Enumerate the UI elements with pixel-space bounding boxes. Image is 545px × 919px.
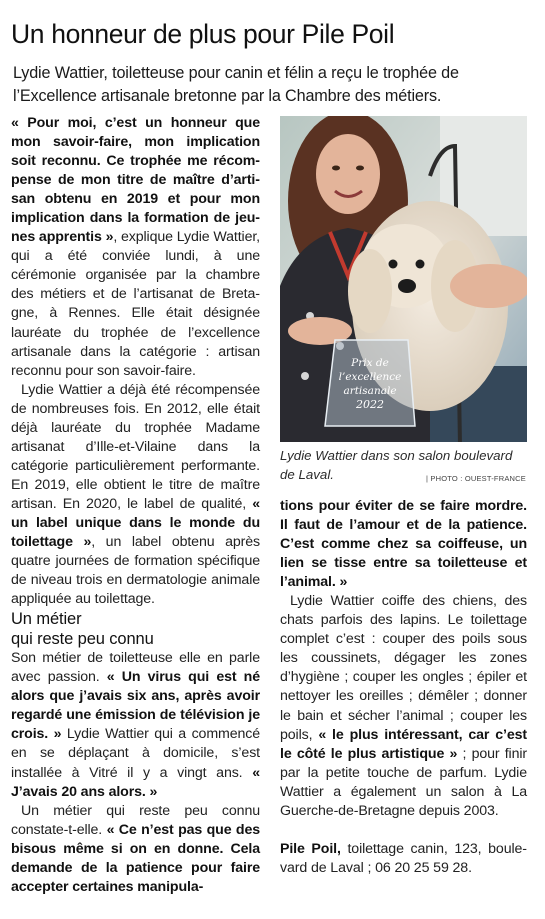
trophy [325, 340, 415, 426]
photo-illustration [280, 116, 527, 442]
paragraph [11, 381, 260, 610]
photo-caption: Lydie Wattier dans son salon boulevard de Laval. [280, 448, 513, 482]
business-name: Pile Poil, [280, 840, 341, 857]
paragraph [11, 649, 260, 801]
lede: Lydie Wattier, toiletteuse pour canin et félin a reçu le trophée de l’Excellence artisanale bretonne par la Chambre des métiers. [13, 64, 459, 105]
address: toilettage canin, 123, boulevard de Laval ; 06 20 25 59 28. [280, 840, 527, 876]
text: Lydie Wattier coiffe des chiens, des chats parfois des lapins. Le toilettage complet c’est : couper des poils sous les coussinets, dégager les zones d’hygiène ; couper les ongles ; épiler et nettoyer les oreilles ; démêler ; donner le bain et sécher l’animal ; couper les poils, [280, 593, 527, 743]
subheading-line: Un métier [11, 610, 82, 629]
trophy-text: 2022 [356, 398, 384, 411]
trophy-text: l’excellence [338, 371, 402, 383]
article-photo [280, 116, 527, 442]
quote: « Un virus qui est né alors que j’avais six ans, après avoir regardé une émission de télévision je crois. » [11, 669, 260, 743]
column-right [280, 497, 527, 878]
column-left [11, 114, 260, 897]
headline: Un honneur de plus pour Pile Poil [11, 19, 395, 49]
paragraph [11, 114, 260, 381]
paragraph [280, 497, 527, 592]
text: Un métier qui reste peu connu constate-t-elle. [11, 802, 260, 838]
trophy-text: artisanale [343, 385, 397, 397]
text: , un label obtenu après quatre journées de formation spécifique de niveau trois en dermatologie animale appliquée au toilettage. [11, 534, 260, 608]
paragraph [11, 802, 260, 897]
photo-credit: | PHOTO : OUEST-FRANCE [426, 474, 526, 483]
text: ; pour finir par la petite touche de parfum. Lydie Wattier a également un salon à La Guerche-de-Bretagne depuis 2003. [280, 745, 527, 819]
text: Son métier de toiletteuse elle en parle avec passion. [11, 650, 260, 686]
quote: tions pour éviter de se faire mordre. Il faut de l’amour et de la patience. C’est comme chez sa coiffeuse, un lien se tisse entre sa toiletteuse et l’animal. » [280, 498, 527, 591]
subheading [11, 609, 260, 649]
text: Lydie Wattier qui a commencé en se déplaçant à domicile, s’est installée à Vitré il y a vingt ans. [11, 726, 260, 781]
quote: « Pour moi, c’est un honneur que mon savoir-faire, mon implication soit reconnu. Ce trophée me récompense de mon titre de maître d’artisan obtenu en 2019 et pour mon implication dans la formation de jeunes apprentis » [11, 115, 260, 246]
quote: « le plus intéressant, car c’est le côté le plus artistique » [280, 726, 527, 762]
quote: « Ce n’est pas que des bisous même si on en donne. Cela demande de la patience pour faire accepter certaines manipula- [11, 821, 261, 895]
paragraph [280, 592, 527, 821]
quote: « un label unique dans le monde du toilettage » [11, 495, 260, 551]
quote: « J’avais 20 ans alors. » [11, 764, 260, 800]
trophy-text: Prix de [351, 357, 389, 369]
text: , explique Lydie Wattier, qui a été conviée lundi, à une cérémonie organisée par la chambre des métiers et de l’artisanat de Bretagne, à Rennes. Elle était désignée lauréate du trophée de l’excellence artisanale dans la catégorie : artisan reconnu pour son savoir-faire. [11, 229, 260, 379]
text: Lydie Wattier a déjà été récompensée de nombreuses fois. En 2012, elle était déjà lauréate du trophée Madame artisanat d’Ille-et-Vilaine dans la catégorie particulièrement performante. En 2019, elle obtient le titre de maître artisan. En 2020, le label de qualité, [11, 381, 260, 512]
contact-info [280, 840, 527, 878]
subheading-line: qui reste peu connu [11, 630, 154, 649]
